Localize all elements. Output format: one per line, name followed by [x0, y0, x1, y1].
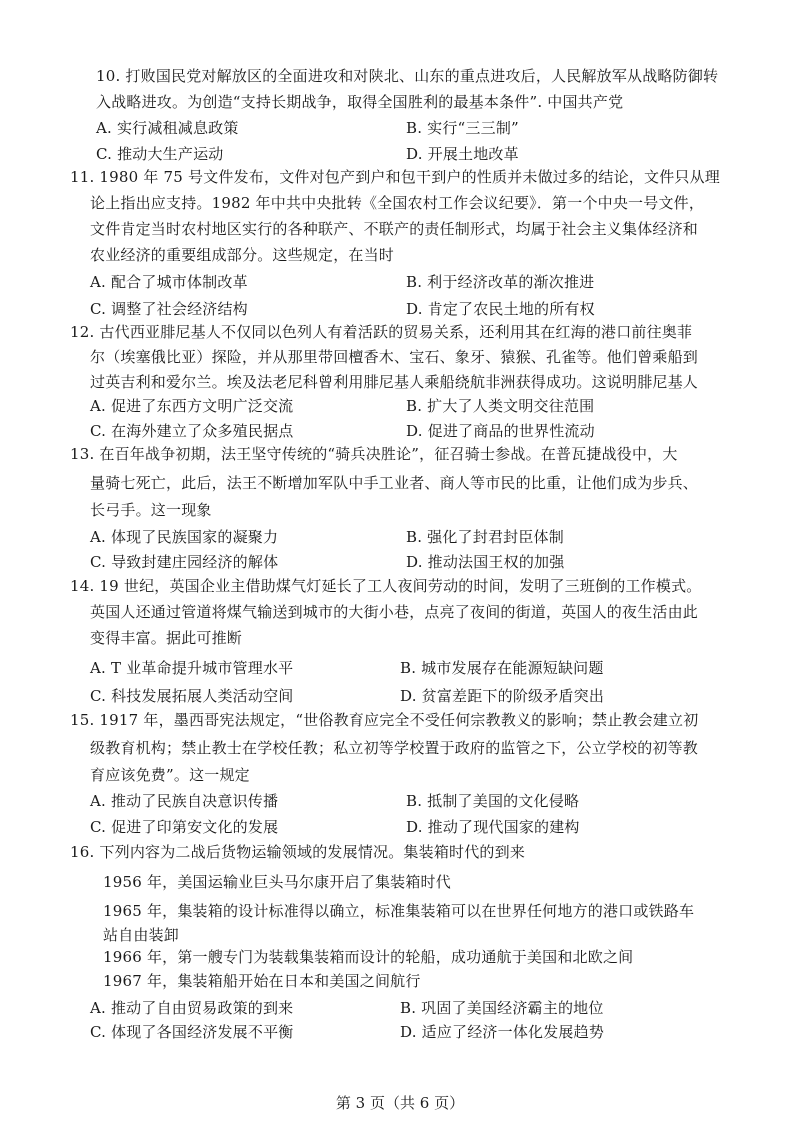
- question-text-line: 育应该免费”。这一规定: [90, 766, 250, 784]
- option-b: B. 城市发展存在能源短缺问题: [400, 659, 604, 677]
- option-c: C. 在海外建立了众多殖民据点: [90, 422, 294, 440]
- question-text-line: 级教育机构；禁止教士在学校任教；私立初等学校置于政府的监管之下，公立学校的初等教: [90, 739, 699, 757]
- option-d: D. 适应了经济一体化发展趋势: [400, 1023, 605, 1041]
- question-text-line: 11. 1980 年 75 号文件发布，文件对包产到户和包干到户的性质并未做过多的结论，文件只从理: [70, 168, 720, 186]
- option-b: B. 巩固了美国经济霸主的地位: [400, 999, 604, 1017]
- option-c: C. 促进了印第安文化的发展: [90, 818, 279, 836]
- option-a: A. 配合了城市体制改革: [90, 273, 248, 291]
- option-d: D. 开展土地改革: [406, 145, 519, 163]
- option-c: C. 体现了各国经济发展不平衡: [90, 1023, 294, 1041]
- option-d: D. 贫富差距下的阶级矛盾突出: [400, 687, 605, 705]
- page-footer: 第 3 页（共 6 页）: [335, 1094, 465, 1112]
- question-text-line: 入战略进攻。为创造“支持长期战争，取得全国胜利的最基本条件”. 中国共产党: [96, 93, 624, 111]
- question-text-line: 量骑七死亡，此后，法王不断增加军队中手工业者、商人等市民的比重，让他们成为步兵、: [90, 474, 699, 492]
- question-text-line: 14. 19 世纪，英国企业主借助煤气灯延长了工人夜间劳动的时间，发明了三班倒的工作模式。: [70, 577, 702, 595]
- timeline-item: 1956 年，美国运输业巨头马尔康开启了集装箱时代: [103, 873, 451, 891]
- question-text-line: 16. 下列内容为二战后货物运输领域的发展情况。集装箱时代的到来: [70, 843, 526, 861]
- question-text-line: 变得丰富。据此可推断: [90, 629, 243, 647]
- option-c: C. 调整了社会经济结构: [90, 300, 248, 318]
- question-text-line: 尔（埃塞俄比亚）探险，并从那里带回檀香木、宝石、象牙、猿猴、孔雀等。他们曾乘船到: [90, 348, 699, 366]
- option-a: A. T 业革命提升城市管理水平: [90, 659, 294, 677]
- question-text-line: 文件肯定当时农村地区实行的各种联产、不联产的责任制形式，均属于社会主义集体经济和: [90, 220, 699, 238]
- question-text-line: 15. 1917 年，墨西哥宪法规定，“世俗教育应完全不受任何宗教教义的影响；禁止教会建立初: [70, 711, 699, 729]
- question-text-line: 英国人还通过管道将煤气输送到城市的大街小巷，点亮了夜间的街道，英国人的夜生活由此: [90, 603, 699, 621]
- option-a: A. 推动了民族自决意识传播: [90, 792, 279, 810]
- option-c: C. 科技发展拓展人类活动空间: [90, 687, 294, 705]
- option-b: B. 抵制了美国的文化侵略: [406, 792, 580, 810]
- question-text-line: 农业经济的重要组成部分。这些规定，在当时: [90, 246, 395, 264]
- question-text-line: 论上指出应支持。1982 年中共中央批转《全国农村工作会议纪要》．第一个中央一号文件，: [90, 194, 705, 212]
- option-b: B. 扩大了人类文明交往范围: [406, 397, 595, 415]
- option-a: A. 实行减租减息政策: [96, 119, 239, 137]
- timeline-item: 1967 年，集装箱船开始在日本和美国之间航行: [103, 972, 421, 990]
- option-c: C. 推动大生产运动: [96, 145, 224, 163]
- question-text-line: 长弓手。这一现象: [90, 501, 212, 519]
- question-text-line: 过英吉利和爱尔兰。埃及法老尼科曾利用腓尼基人乘船绕航非洲获得成功。这说明腓尼基人: [90, 373, 699, 391]
- option-a: A. 促进了东西方文明广泛交流: [90, 397, 294, 415]
- question-text-line: 12. 古代西亚腓尼基人不仅同以色列人有着活跃的贸易关系，还利用其在红海的港口前往奥菲: [70, 323, 693, 341]
- option-d: D. 促进了商品的世界性流动: [406, 422, 595, 440]
- option-d: D. 推动法国王权的加强: [406, 553, 565, 571]
- option-b: B. 实行“三三制”: [406, 119, 519, 137]
- timeline-item: 站自由装卸: [103, 926, 180, 944]
- option-d: D. 推动了现代国家的建构: [406, 818, 580, 836]
- question-text-line: 10. 打败国民党对解放区的全面进攻和对陕北、山东的重点进攻后，人民解放军从战略防御转: [96, 67, 719, 85]
- option-a: A. 体现了民族国家的凝聚力: [90, 528, 279, 546]
- timeline-item: 1966 年，第一艘专门为装载集装箱而设计的轮船，成功通航于美国和北欧之间: [103, 948, 634, 966]
- option-b: B. 利于经济改革的渐次推进: [406, 273, 595, 291]
- option-c: C. 导致封建庄园经济的解体: [90, 553, 279, 571]
- option-d: D. 肯定了农民土地的所有权: [406, 300, 595, 318]
- timeline-item: 1965 年，集装箱的设计标准得以确立，标准集装箱可以在世界任何地方的港口或铁路车: [103, 902, 695, 920]
- option-a: A. 推动了自由贸易政策的到来: [90, 999, 294, 1017]
- question-text-line: 13. 在百年战争初期，法王坚守传统的“骑兵决胜论”，征召骑士参战。在普瓦捷战役中，大: [70, 445, 678, 463]
- option-b: B. 强化了封君封臣体制: [406, 528, 564, 546]
